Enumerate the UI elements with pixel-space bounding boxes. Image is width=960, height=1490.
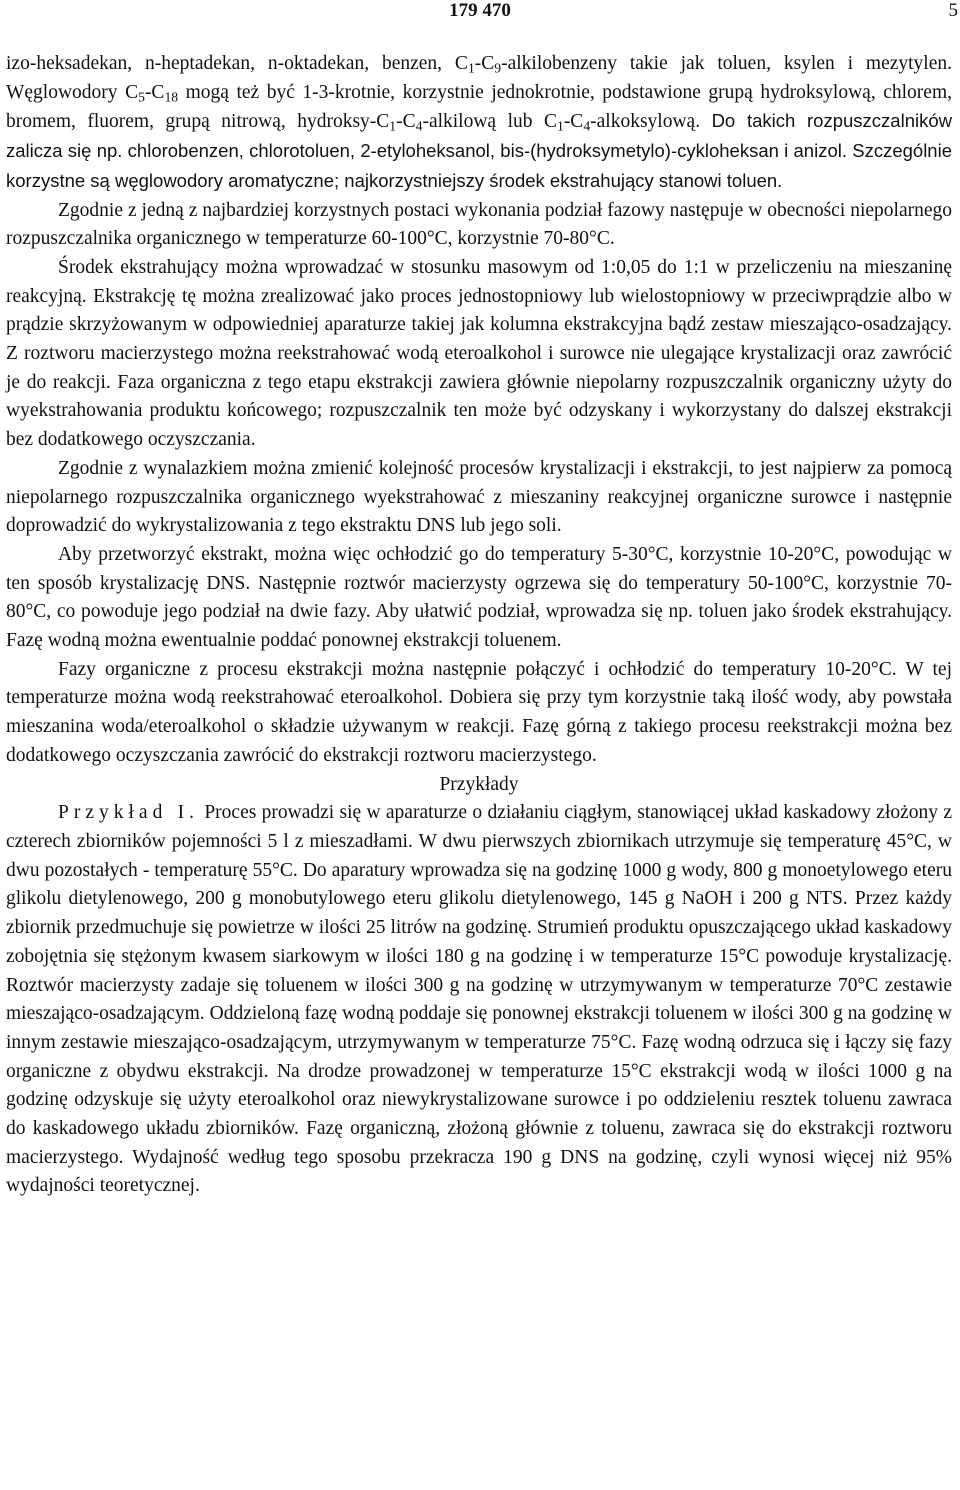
body-text xyxy=(6,50,952,1201)
paragraph-extract-processing: Aby przetworzyć ekstrakt, można więc ochłodzić go do temperatury 5-30°C, korzystnie 10-20°C, powodując w ten sposób krystalizację DNS. Następnie roztwór macierzysty ogrzewa się do temperatury 50-100°C, korzystnie 70-80°C, co powoduje jego podział na dwie fazy. Aby ułatwić podział, wprowadza się np. toluen jako środek ekstrahujący. Fazę wodną można ewentualnie poddać ponownej ekstrakcji toluenem. xyxy=(6,543,952,652)
text-run: mogą też być 1-3-krotnie, korzystnie jednokrotnie, podstawione grupą hydroksylową, chlorem, bromem, fluorem, grupą nitrową, hydroksy-C xyxy=(6,81,953,133)
text-run: -C xyxy=(563,111,584,133)
subscript: 9 xyxy=(494,60,502,76)
paragraph-phase-separation: Zgodnie z jedną z najbardziej korzystnych postaci wykonania podział fazowy następuje w obecności niepolarnego rozpuszczalnika organicznego w temperaturze 60-100°C, korzystnie 70-80°C. xyxy=(6,199,952,250)
patent-number: 179 470 xyxy=(449,0,511,21)
text-run-sans: Do takich rozpuszczalników zalicza się np. chlorobenzen, chlorotoluen, 2-etyloheksanol, bis-(hydroksymetylo)-cykloheksan i anizol. Szczególnie korzystne są węglowodory aromatyczne; najkorzystniejszy środek ekstrahujący stanowi toluen. xyxy=(6,110,952,191)
text-run: -alkoksylową. xyxy=(590,111,712,133)
subscript: 18 xyxy=(164,89,179,105)
subscript: 1 xyxy=(556,118,564,134)
page-number: 5 xyxy=(948,0,958,21)
paragraph-example-1 xyxy=(6,799,952,1201)
subscript: 4 xyxy=(415,118,423,134)
subscript: 1 xyxy=(389,118,397,134)
text-run: -C xyxy=(396,111,416,133)
text-run: -alkilobenzeny takie jak toluen, ksylen i mezytylen. Węglowodory C xyxy=(6,53,953,103)
examples-heading: Przykłady xyxy=(439,773,519,795)
text-run: -C xyxy=(144,81,165,103)
subscript: 5 xyxy=(138,89,145,105)
text-run: -C xyxy=(474,53,495,74)
paragraph-extraction-agent: Środek ekstrahujący można wprowadzać w stosunku masowym od 1:0,05 do 1:1 w przeliczeniu na mieszaninę reakcyjną. Ekstrakcję tę można zrealizować jako proces jednostopniowy lub wielostopniowy w przeciwprądzie albo w prądzie skrzyżowanym w odpowiedniej aparaturze takiej jak kolumna ekstrakcyjna bądź zestaw mieszająco-osadzający. Z roztworu macierzystego można reekstrahować wodą eteroalkohol i surowce nie ulegające krystalizacji oraz zawrócić je do reakcji. Faza organiczna z tego etapu ekstrakcji zawiera głównie niepolarny rozpuszczalnik organiczny użyty do wyekstrahowania produktu końcowego; rozpuszczalnik ten może być odzyskany i wykorzystany do dalszej ekstrakcji bez dodatkowego oczyszczania. xyxy=(6,256,952,451)
paragraph-organic-phases: Fazy organiczne z procesu ekstrakcji można następnie połączyć i ochłodzić do temperatury 10-20°C. W tej temperaturze można wodą reekstrahować eteroalkohol. Dobiera się przy tym korzystnie taką ilość wody, aby powstała mieszanina woda/eteroalkohol o składzie używanym w reakcji. Fazę górną z takiego procesu reekstrakcji można bez dodatkowego oczyszczania zawrócić do ekstrakcji roztworu macierzystego. xyxy=(6,658,952,766)
example-text: Proces prowadzi się w aparaturze o działaniu ciągłym, stanowiącej układ kaskadowy złożony z czterech zbiorników pojemności 5 l z mieszadłami. W dwu pierwszych zbiornikach utrzymuje się temperaturę 45°C, w dwu pozostałych - temperaturę 55°C. Do aparatury wprowadza się na godzinę 1000 g wody, 800 g monoetylowego eteru glikolu dietylenowego, 200 g monobutylowego eteru glikolu dietylenowego, 145 g NaOH i 200 g NTS. Przez każdy zbiornik przedmuchuje się powietrze w ilości 25 litrów na godzinę. Strumień produktu opuszczającego układ kaskadowy zobojętnia się stężonym kwasem siarkowym w ilości 180 g na godzinę i w temperaturze 15°C powoduje krystalizację. Roztwór macierzysty zadaje się toluenem w ilości 300 g na godzinę w utrzymywanym w temperaturze 70°C zestawie mieszająco-osadzającym. Oddzieloną fazę wodną poddaje się ponownej ekstrakcji toluenem w ilości 300 g na godzinę w innym zestawie mieszająco-osadzającym, utrzymywanym w temperaturze 75°C. Fazę wodną odrzuca się i łączy się fazy organiczne z obydwu ekstrakcji. Na drodze prowadzonej w temperaturze 15°C ekstrakcji wodą w ilości 1000 g na godzinę odzyskuje się użyty eteroalkohol oraz niewykrystalizowane surowce i po oddzieleniu resztek toluenu zawraca do kaskadowego układu zbiorników. Fazę organiczną, złożoną głównie z toluenu, zawraca się do ekstrakcji roztworu macierzystego. Wydajność według tego sposobu przekracza 190 g DNS na godzinę, czyli wynosi więcej niż 95% wydajności teoretycznej. xyxy=(6,802,953,1197)
paragraph-process-order: Zgodnie z wynalazkiem można zmienić kolejność procesów krystalizacji i ekstrakcji, to jest najpierw za pomocą niepolarnego rozpuszczalnika organicznego wyekstrahować z mieszaniny reakcyjnej organiczne surowce i następnie doprowadzić do wykrystalizowania z tego ekstraktu DNS lub jego soli. xyxy=(6,457,952,537)
subscript: 1 xyxy=(467,60,475,76)
text-run: izo-heksadekan, n-heptadekan, n-oktadekan, benzen, C xyxy=(6,53,468,74)
example-label: Przykład I. xyxy=(58,802,200,824)
text-run: -alkilową lub C xyxy=(422,111,557,133)
paragraph-solvents xyxy=(6,50,952,197)
subscript: 4 xyxy=(583,118,591,134)
